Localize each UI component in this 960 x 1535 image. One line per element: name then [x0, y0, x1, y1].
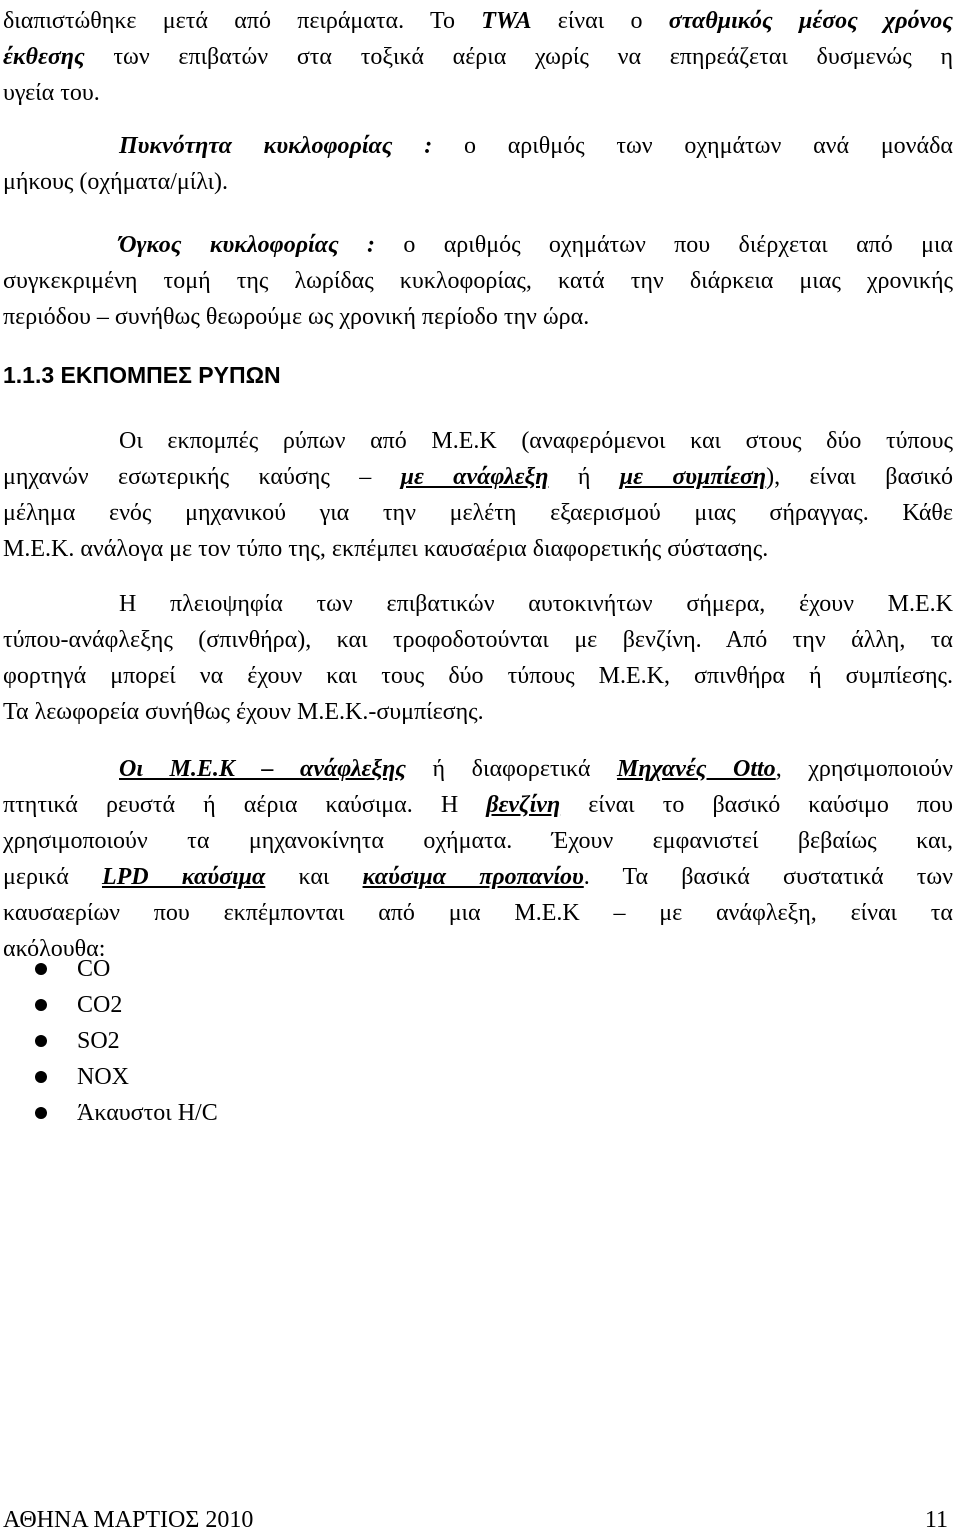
text-run: ακόλουθα: [3, 936, 106, 962]
bullet-icon [35, 1107, 47, 1119]
text-run: υγεία του. [3, 80, 100, 106]
text-run: χρησιμοποιούν τα μηχανοκίνητα οχήματα. Έχουν εμφανιστεί βεβαίως και, [3, 828, 953, 854]
text-run: ), είναι βασικό [766, 464, 954, 490]
text-run: φορτηγά μπορεί να έχουν και τους δύο τύπους Μ.Ε.Κ, σπινθήρα ή συμπίεσης. [3, 663, 953, 689]
list-item [0, 1059, 218, 1095]
term-traffic-density: Πυκνότητα κυκλοφορίας : [119, 133, 433, 159]
term-otto-engines: Μηχανές Otto [617, 756, 776, 782]
list-item-label: CO [77, 956, 111, 982]
paragraph-line [119, 227, 953, 263]
paragraph-line [3, 495, 953, 531]
term-me-k-ignition: Οι Μ.Ε.Κ – ανάφλεξης [119, 756, 406, 782]
term-twa-definition: σταθμικός μέσος χρόνος [668, 8, 953, 34]
term-gasoline: βενζίνη [486, 792, 561, 818]
paragraph-line [3, 75, 953, 111]
term-twa: TWA [481, 8, 532, 34]
text-run: διαπιστώθηκε μετά από πειράματα. Το [3, 8, 482, 34]
paragraph-line [3, 694, 953, 730]
term-propane-fuels: καύσιμα προπανίου [362, 864, 584, 890]
text-run: ή [548, 464, 620, 490]
text-run: Η πλειοψηφία των επιβατικών αυτοκινήτων σήμερα, έχουν Μ.Ε.Κ [119, 591, 953, 617]
paragraph-line [3, 859, 953, 895]
pollutant-list [0, 951, 218, 1131]
text-run: ο αριθμός των οχημάτων ανά μονάδα [432, 133, 953, 159]
bullet-icon [35, 1035, 47, 1047]
bullet-icon [35, 999, 47, 1011]
paragraph-line [119, 128, 953, 164]
bullet-icon [35, 1071, 47, 1083]
list-item-label: CO2 [77, 992, 123, 1018]
term-traffic-volume: Όγκος κυκλοφορίας : [119, 232, 376, 258]
list-item [0, 1023, 218, 1059]
list-item [0, 951, 218, 987]
paragraph-line [119, 423, 953, 459]
paragraph-line [3, 895, 953, 931]
paragraph-line [3, 658, 953, 694]
paragraph-line [3, 3, 953, 39]
text-run: . Τα βασικά συστατικά των [583, 864, 953, 890]
list-item-label: Άκαυστοι H/C [77, 1100, 218, 1126]
text-run: ή διαφορετικά [406, 756, 618, 782]
paragraph-line [119, 751, 953, 787]
text-run: είναι το βασικό καύσιμο που [560, 792, 953, 818]
section-heading: 1.1.3 ΕΚΠΟΜΠΕΣ ΡΥΠΩΝ [3, 362, 281, 388]
text-run: μήκους (οχήματα/μίλι). [3, 169, 229, 195]
paragraph-line [3, 39, 953, 75]
text-run: τύπου-ανάφλεξης (σπινθήρα), και τροφοδοτούνται με βενζίνη. Από την άλλη, τα [3, 627, 953, 653]
text-run: μηχανών εσωτερικής καύσης – [3, 464, 401, 490]
paragraph-line [3, 459, 953, 495]
paragraph-line [3, 164, 953, 200]
paragraph-line [3, 299, 953, 335]
text-run: Τα λεωφορεία συνήθως έχουν Μ.Ε.Κ.-συμπίεσης. [3, 699, 484, 725]
page-number: 11 [924, 1507, 948, 1533]
term-lpd-fuels: LPD καύσιμα [101, 864, 266, 890]
term-exposure: έκθεσης [3, 44, 85, 70]
paragraph-line [119, 586, 953, 622]
term-spark-ignition: με ανάφλεξη [400, 464, 549, 490]
paragraph-line [3, 787, 953, 823]
text-run: των επιβατών στα τοξικά αέρια χωρίς να επηρεάζεται δυσμενώς η [84, 44, 953, 70]
text-run: πτητικά ρευστά ή αέρια καύσιμα. Η [3, 792, 487, 818]
term-compression: με συμπίεση [619, 464, 767, 490]
list-item [0, 1095, 218, 1131]
text-run: ο αριθμός οχημάτων που διέρχεται από μια [375, 232, 953, 258]
paragraph-line [3, 622, 953, 658]
text-run: είναι ο [531, 8, 669, 34]
footer-date: ΑΘΗΝΑ ΜΑΡΤΙΟΣ 2010 [3, 1507, 254, 1533]
list-item [0, 987, 218, 1023]
paragraph-line [3, 263, 953, 299]
text-run: συγκεκριμένη τομή της λωρίδας κυκλοφορίας, κατά την διάρκεια μιας χρονικής [3, 268, 953, 294]
text-run: μερικά [3, 864, 102, 890]
list-item-label: NOX [77, 1064, 129, 1090]
text-run: και [265, 864, 363, 890]
text-run: Οι εκπομπές ρύπων από Μ.Ε.Κ (αναφερόμενοι και στους δύο τύπους [119, 428, 953, 454]
list-item-label: SO2 [77, 1028, 120, 1054]
bullet-icon [35, 963, 47, 975]
text-run: μέλημα ενός μηχανικού για την μελέτη εξαερισμού μιας σήραγγας. Κάθε [3, 500, 953, 526]
text-run: Μ.Ε.Κ. ανάλογα με τον τύπο της, εκπέμπει καυσαέρια διαφορετικής σύστασης. [3, 536, 769, 562]
text-run: , χρησιμοποιούν [775, 756, 953, 782]
paragraph-line [3, 823, 953, 859]
text-run: περιόδου – συνήθως θεωρούμε ως χρονική περίοδο την ώρα. [3, 304, 590, 330]
text-run: καυσαερίων που εκπέμπονται από μια Μ.Ε.Κ – με ανάφλεξη, είναι τα [3, 900, 953, 926]
paragraph-line [3, 531, 953, 567]
